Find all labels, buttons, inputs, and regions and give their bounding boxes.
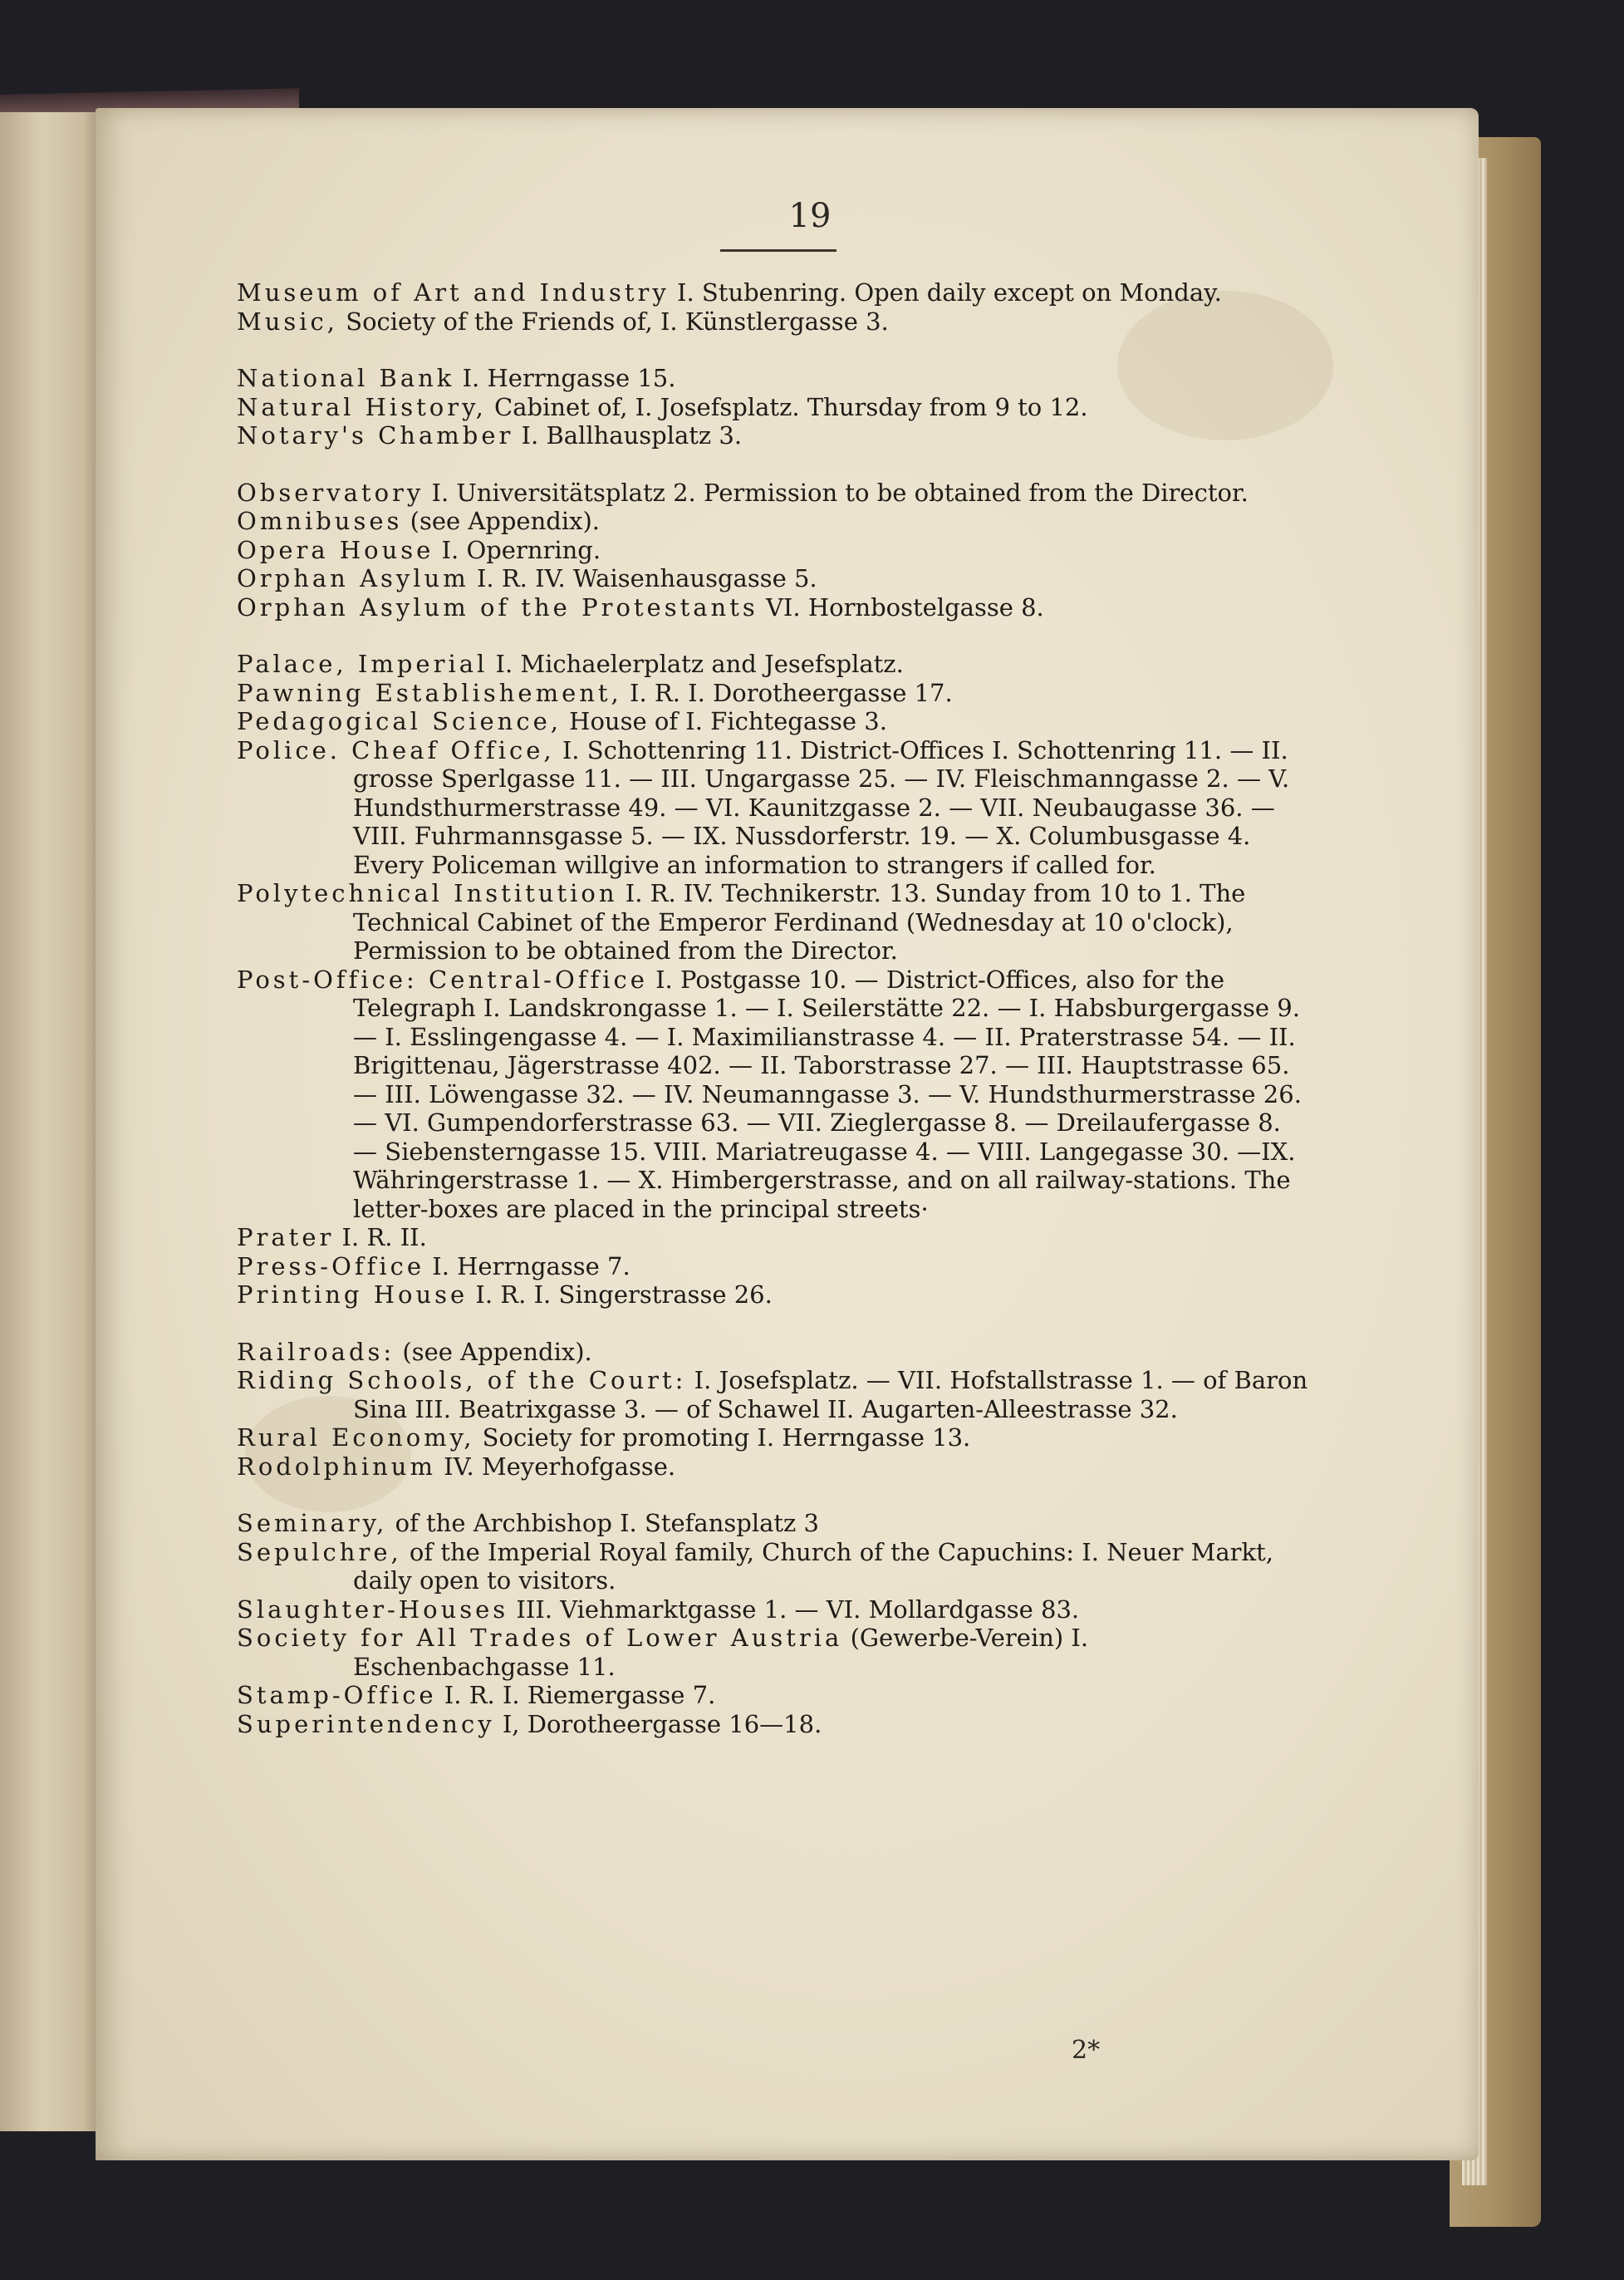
directory-entry <box>237 736 1308 880</box>
entry-details: House of I. Fichtegasse 3. <box>561 707 887 735</box>
entry-keyword: Seminary, <box>237 1509 388 1537</box>
entry-details: III. Viehmarktgasse 1. — VI. Mollardgasse 83. <box>508 1595 1080 1624</box>
directory-entry <box>237 593 1308 622</box>
entry-details: I. Postgasse 10. — District-Offices, also for the Telegraph I. Landskrongasse 1. — I. Seilerstätte 22. — I. Habsburgergasse 9. — I. Esslingengasse 4. — I. Maximilianstrasse 4. — II. Praterstrasse 54. — II. Brigittenau, Jägerstrasse 402. — II. Taborstrasse 27. — III. Hauptstrasse 65. — III. Löwengasse 32. — IV. Neumanngasse 3. — V. Hundsthurmerstrasse 26. — VI. Gumpendorferstrasse 63. — VII. Zieglergasse 8. — Dreilaufergasse 8. — Siebensterngasse 15. VIII. Mariatreugasse 4. — VIII. Langegasse 30. —IX. Währingerstrasse 1. — X. Himbergerstrasse, and on all railway-stations. The letter-boxes are placed in the principal streets· <box>353 965 1310 1223</box>
entry-keyword: Press-Office <box>237 1251 425 1280</box>
entry-keyword: Police. Cheaf Office, <box>237 735 555 764</box>
entry-details: I. R. I. Riemergasse 7. <box>436 1681 716 1709</box>
directory-entry <box>237 1538 1308 1595</box>
entry-details: of the Imperial Royal family, Church of the Capuchins: I. Neuer Markt, daily open to visitors. <box>353 1537 1282 1595</box>
directory-entry <box>237 1423 1308 1452</box>
entry-keyword: National Bank <box>237 364 455 392</box>
entry-keyword: Superintendency <box>237 1709 495 1738</box>
entry-keyword: Riding Schools, of the Court: <box>237 1366 687 1394</box>
directory-entry <box>237 1710 1308 1739</box>
directory-entry <box>237 1252 1308 1281</box>
entry-details: IV. Meyerhofgasse. <box>435 1452 676 1481</box>
entry-details: I. R. II. <box>334 1223 427 1251</box>
page-number: 19 <box>788 197 832 235</box>
entry-keyword: Orphan Asylum of the Protestants <box>237 592 758 622</box>
entry-details: I. R. I. Singerstrasse 26. <box>468 1280 773 1309</box>
entry-details: I. R. IV. Waisenhausgasse 5. <box>469 564 817 592</box>
previous-page-edge <box>0 112 104 2131</box>
directory-entry <box>237 879 1308 966</box>
directory-entry <box>237 1509 1308 1538</box>
entry-keyword: Palace, Imperial <box>237 650 488 678</box>
entry-details: I. R. I. Dorotheergasse 17. <box>621 678 953 707</box>
entry-keyword: Printing House <box>237 1280 469 1309</box>
entry-details: I. R. IV. Technikerstr. 13. Sunday from 10 to 1. The Technical Cabinet of the Emperor Ferdinand (Wednesday at 10 o'clock), Permission to be obtained from the Director. <box>353 879 1254 965</box>
entry-keyword: Rural Economy, <box>237 1423 475 1452</box>
entry-details: I. Opernring. <box>434 535 601 564</box>
entry-keyword: Post-Office: Central-Office <box>237 965 648 994</box>
directory-entry <box>237 1595 1308 1624</box>
entry-keyword: Museum of Art and Industry <box>237 278 670 307</box>
entry-details: I. Stubenring. Open daily except on Monday. <box>669 278 1222 307</box>
directory-entry <box>237 966 1308 1224</box>
entry-details: I. Ballhausplatz 3. <box>513 421 743 450</box>
directory-entry <box>237 679 1308 708</box>
directory-entry <box>237 393 1308 422</box>
entry-keyword: Society for All Trades of Lower Austria <box>237 1624 843 1652</box>
directory-entry <box>237 479 1308 508</box>
directory-entry <box>237 364 1308 393</box>
entry-keyword: Sepulchre, <box>237 1537 402 1566</box>
directory-entry <box>237 707 1308 736</box>
directory-entry <box>237 536 1308 565</box>
entry-keyword: Stamp-Office <box>237 1681 437 1709</box>
letter-group-p <box>237 650 1308 1310</box>
directory-entry <box>237 1624 1308 1681</box>
printer-signature-mark: 2* <box>1072 2036 1101 2065</box>
directory-entry <box>237 278 1308 307</box>
letter-group-s <box>237 1509 1308 1738</box>
directory-entry <box>237 1280 1308 1310</box>
directory-entry <box>237 421 1308 450</box>
letter-group-r <box>237 1337 1316 1482</box>
entry-details: Society for promoting I. Herrngasse 13. <box>474 1423 971 1452</box>
entry-keyword: Natural History, <box>237 392 487 421</box>
entry-keyword: Notary's Chamber <box>237 421 514 450</box>
entry-keyword: Observatory <box>237 478 424 507</box>
directory-entry <box>237 1452 1308 1482</box>
directory-entry <box>237 1366 1316 1423</box>
letter-group-o <box>237 479 1308 622</box>
entry-details: I. Herrngasse 15. <box>454 364 676 392</box>
entry-keyword: Pedagogical Science, <box>237 707 562 735</box>
entry-details: of the Archbishop I. Stefansplatz 3 <box>387 1509 819 1537</box>
book-page <box>96 108 1479 2160</box>
entry-details: I. Universitätsplatz 2. Permission to be obtained from the Director. <box>424 478 1249 507</box>
entry-details: I. Schottenring 11. District-Offices I. Schottenring 11. — II. grosse Sperlgasse 11. — III. Ungargasse 25. — IV. Fleischmanngasse 2. — V. Hundsthurmerstrasse 49. — VI. Kaunitzgasse 2. — VII. Neubaugasse 36. — VIII. Fuhrmannsgasse 5. — IX. Nussdorferstr. 19. — X. Columbusgasse 4. Every Policeman willgive an information to strangers if called for. <box>353 735 1298 879</box>
directory-entry <box>237 507 1308 536</box>
entry-details: I. Herrngasse 7. <box>424 1251 630 1280</box>
letter-group-m <box>237 278 1308 336</box>
directory-entry <box>237 564 1308 593</box>
directory-entry <box>237 1681 1308 1710</box>
entry-details: I, Dorotheergasse 16—18. <box>494 1709 822 1738</box>
entry-details: VI. Hornbostelgasse 8. <box>758 592 1044 622</box>
letter-group-n <box>237 364 1308 450</box>
entry-keyword: Orphan Asylum <box>237 564 469 592</box>
directory-entry <box>237 1223 1308 1252</box>
directory-entry <box>237 307 1308 337</box>
entry-details: I. Josefsplatz. — VII. Hofstallstrasse 1. — of Baron Sina III. Beatrixgasse 3. — of Schawel II. Augarten-Alleestrasse 32. <box>353 1366 1316 1423</box>
entry-details: I. Michaelerplatz and Jesefsplatz. <box>488 650 904 678</box>
entry-keyword: Slaughter-Houses <box>237 1595 509 1624</box>
entry-keyword: Opera House <box>237 535 434 564</box>
page-number-rule <box>720 249 837 252</box>
entry-keyword: Music, <box>237 307 338 336</box>
entry-keyword: Prater <box>237 1223 335 1251</box>
entry-keyword: Railroads: <box>237 1337 395 1366</box>
entry-details: (see Appendix). <box>395 1337 592 1366</box>
entry-keyword: Rodolphinum <box>237 1452 436 1481</box>
entry-details: Society of the Friends of, I. Künstlergasse 3. <box>338 307 889 336</box>
entry-keyword: Omnibuses <box>237 507 403 535</box>
directory-entries <box>237 278 1316 1738</box>
directory-entry <box>237 650 1308 679</box>
entry-keyword: Polytechnical Institution <box>237 879 618 907</box>
entry-details: (Gewerbe-Verein) I. Eschenbachgasse 11. <box>353 1624 1097 1681</box>
entry-keyword: Pawning Establishement, <box>237 678 622 707</box>
entry-details: (see Appendix). <box>402 507 600 535</box>
directory-entry <box>237 1338 1308 1367</box>
entry-details: Cabinet of, I. Josefsplatz. Thursday from 9 to 12. <box>486 392 1088 421</box>
